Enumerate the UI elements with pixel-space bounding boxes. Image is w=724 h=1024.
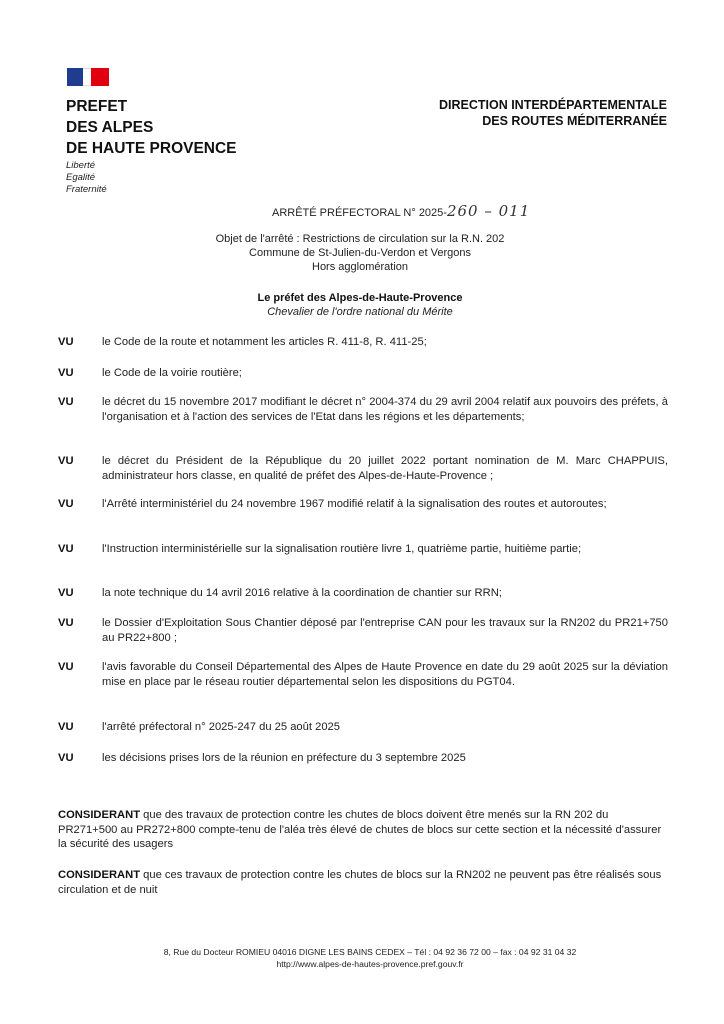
vu-item — [58, 366, 668, 381]
vu-text: la note technique du 14 avril 2016 relative à la coordination de chantier sur RRN; — [102, 587, 502, 599]
vu-item — [58, 542, 668, 557]
signatory-block — [130, 291, 590, 319]
vu-item — [58, 586, 668, 601]
vu-label: VU — [58, 752, 74, 764]
object-line: Hors agglomération — [312, 261, 408, 273]
object-line: Objet de l'arrêté : Restrictions de circulation sur la R.N. 202 — [215, 233, 505, 245]
vu-text: le décret du Président de la République du 20 juillet 2022 portant nomination de M. Marc CHAPPUIS, administrateur hors classe, en qualité de préfet des Alpes-de-Haute-Provence ; — [102, 455, 668, 482]
considerant-label: CONSIDERANT — [58, 809, 141, 821]
vu-item — [58, 751, 668, 766]
prefet-line: DES ALPES — [66, 119, 154, 136]
vu-text: l'Instruction interministérielle sur la signalisation routière livre 1, quatrième partie, huitième partie; — [102, 543, 582, 555]
considerant-paragraph — [58, 808, 663, 852]
footer-address: 8, Rue du Docteur ROMIEU 04016 DIGNE LES BAINS CEDEX – Tél : 04 92 36 72 00 – fax : 04 92 31 04 32 — [163, 947, 577, 957]
vu-item — [58, 616, 668, 645]
republique-francaise-logo — [67, 68, 109, 86]
considerant-paragraph — [58, 868, 663, 897]
vu-text: l'arrêté préfectoral n° 2025-247 du 25 août 2025 — [102, 721, 340, 733]
vu-item — [58, 335, 668, 350]
footer — [90, 946, 650, 970]
vu-item — [58, 720, 668, 735]
considerant-label: CONSIDERANT — [58, 869, 141, 881]
considerant-text: que ces travaux de protection contre les chutes de blocs sur la RN202 ne peuvent pas être réalisés sous circulation et de nuit — [58, 869, 662, 896]
vu-label: VU — [58, 617, 74, 629]
direction-line: DIRECTION INTERDÉPARTEMENTALE — [438, 98, 667, 112]
arrete-object — [130, 232, 590, 274]
prefet-line: PREFET — [66, 98, 128, 115]
vu-item — [58, 395, 668, 424]
vu-label: VU — [58, 587, 74, 599]
signatory-title: Le préfet des Alpes-de-Haute-Provence — [257, 292, 463, 304]
vu-label: VU — [58, 336, 74, 348]
vu-label: VU — [58, 661, 74, 673]
prefet-line: DE HAUTE PROVENCE — [66, 140, 237, 157]
vu-text: le Dossier d'Exploitation Sous Chantier déposé par l'entreprise CAN pour les travaux sur la RN202 du PR21+750 au PR22+800 ; — [102, 617, 668, 644]
vu-text: le Code de la voirie routière; — [102, 367, 242, 379]
direction-line: DES ROUTES MÉDITERRANÉE — [482, 114, 667, 128]
arrete-number — [272, 202, 530, 220]
vu-text: les décisions prises lors de la réunion en préfecture du 3 septembre 2025 — [102, 752, 466, 764]
vu-text: l'Arrêté interministériel du 24 novembre 1967 modifié relatif à la signalisation des routes et autoroutes; — [102, 498, 607, 510]
vu-label: VU — [58, 498, 74, 510]
vu-text: l'avis favorable du Conseil Départemental des Alpes de Haute Provence en date du 29 août 2025 sur la déviation mise en place par le réseau routier départemental selon les dispositions du PGT04. — [102, 661, 668, 688]
vu-label: VU — [58, 367, 74, 379]
vu-item — [58, 454, 668, 483]
motto-line: Egalité — [66, 172, 96, 183]
direction-heading — [439, 97, 667, 129]
motto-line: Fraternité — [66, 184, 107, 195]
vu-label: VU — [58, 396, 74, 408]
vu-item — [58, 660, 668, 689]
vu-label: VU — [58, 455, 74, 467]
signatory-subtitle: Chevalier de l'ordre national du Mérite — [267, 306, 453, 318]
handwritten-number: 260 – 011 — [446, 202, 531, 220]
arrete-number-label: ARRÊTÉ PRÉFECTORAL N° 2025- — [272, 207, 447, 219]
vu-text: le Code de la route et notamment les articles R. 411-8, R. 411-25; — [102, 336, 427, 348]
republic-motto — [66, 160, 107, 196]
motto-line: Liberté — [66, 160, 96, 171]
vu-item — [58, 497, 668, 512]
prefet-title — [66, 96, 237, 159]
vu-label: VU — [58, 543, 74, 555]
footer-url[interactable]: http://www.alpes-de-hautes-provence.pref.gouv.fr — [276, 959, 464, 969]
considerant-text: que des travaux de protection contre les chutes de blocs doivent être menés sur la RN 202 du PR271+500 au PR272+800 compte-tenu de l'aléa très élevé de chutes de blocs sur cette section et la nécessité d'assurer la sécurité des usagers — [58, 809, 662, 850]
vu-label: VU — [58, 721, 74, 733]
object-line: Commune de St-Julien-du-Verdon et Vergons — [249, 247, 471, 259]
vu-text: le décret du 15 novembre 2017 modifiant le décret n° 2004-374 du 29 avril 2004 relatif aux pouvoirs des préfets, à l'organisation et à l'action des services de l'Etat dans les régions et les départements; — [102, 396, 668, 423]
